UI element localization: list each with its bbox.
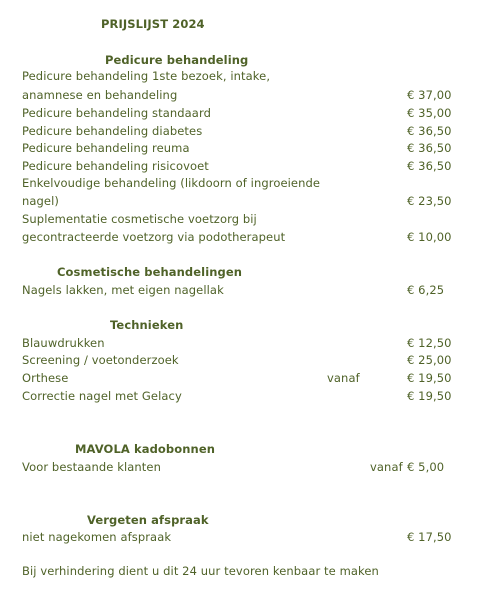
- item-label: Blauwdrukken: [22, 336, 105, 350]
- section-heading-technieken: Technieken: [110, 318, 184, 332]
- item-label: Pedicure behandeling reuma: [22, 141, 190, 155]
- item-label: Pedicure behandeling 1ste bezoek, intake,: [22, 69, 271, 83]
- item-price: € 6,25: [407, 283, 445, 297]
- item-label: Suplementatie cosmetische voetzorg bij: [22, 212, 257, 226]
- item-label: Pedicure behandeling diabetes: [22, 124, 203, 138]
- section-heading-kadobonnen: MAVOLA kadobonnen: [75, 442, 216, 456]
- section-heading-vergeten: Vergeten afspraak: [87, 513, 209, 527]
- item-price: € 12,50: [407, 336, 452, 350]
- footer-note: Bij verhindering dient u dit 24 uur tevoren kenbaar te maken: [22, 564, 379, 578]
- item-label: Orthese: [22, 371, 69, 385]
- item-price: € 10,00: [407, 230, 452, 244]
- item-price: € 36,50: [407, 124, 452, 138]
- item-price: € 19,50: [407, 389, 452, 403]
- item-label: Pedicure behandeling standaard: [22, 106, 211, 120]
- page-title: PRIJSLIJST 2024: [101, 17, 205, 31]
- item-label: Screening / voetonderzoek: [22, 353, 179, 367]
- item-label: gecontracteerde voetzorg via podotherapeut: [22, 230, 286, 244]
- item-label: Enkelvoudige behandeling (likdoorn of ingroeiende: [22, 176, 321, 190]
- item-label: nagel): [22, 194, 59, 208]
- item-price: € 36,50: [407, 159, 452, 173]
- item-price: € 25,00: [407, 353, 452, 367]
- item-price: € 17,50: [407, 530, 452, 544]
- item-label: Correctie nagel met Gelacy: [22, 389, 182, 403]
- item-price: € 36,50: [407, 141, 452, 155]
- item-label: anamnese en behandeling: [22, 88, 178, 102]
- item-label: niet nagekomen afspraak: [22, 530, 172, 544]
- section-heading-pedicure: Pedicure behandeling: [105, 53, 249, 67]
- item-price: € 5,00: [407, 460, 445, 474]
- section-heading-cosmetisch: Cosmetische behandelingen: [57, 265, 243, 279]
- item-price: € 35,00: [407, 106, 452, 120]
- item-price: € 19,50: [407, 371, 452, 385]
- item-label: Voor bestaande klanten: [22, 460, 161, 474]
- item-qualifier: vanaf: [370, 460, 403, 474]
- item-label: Nagels lakken, met eigen nagellak: [22, 283, 224, 297]
- item-qualifier: vanaf: [327, 371, 360, 385]
- item-price: € 23,50: [407, 194, 452, 208]
- item-price: € 37,00: [407, 88, 452, 102]
- item-label: Pedicure behandeling risicovoet: [22, 159, 209, 173]
